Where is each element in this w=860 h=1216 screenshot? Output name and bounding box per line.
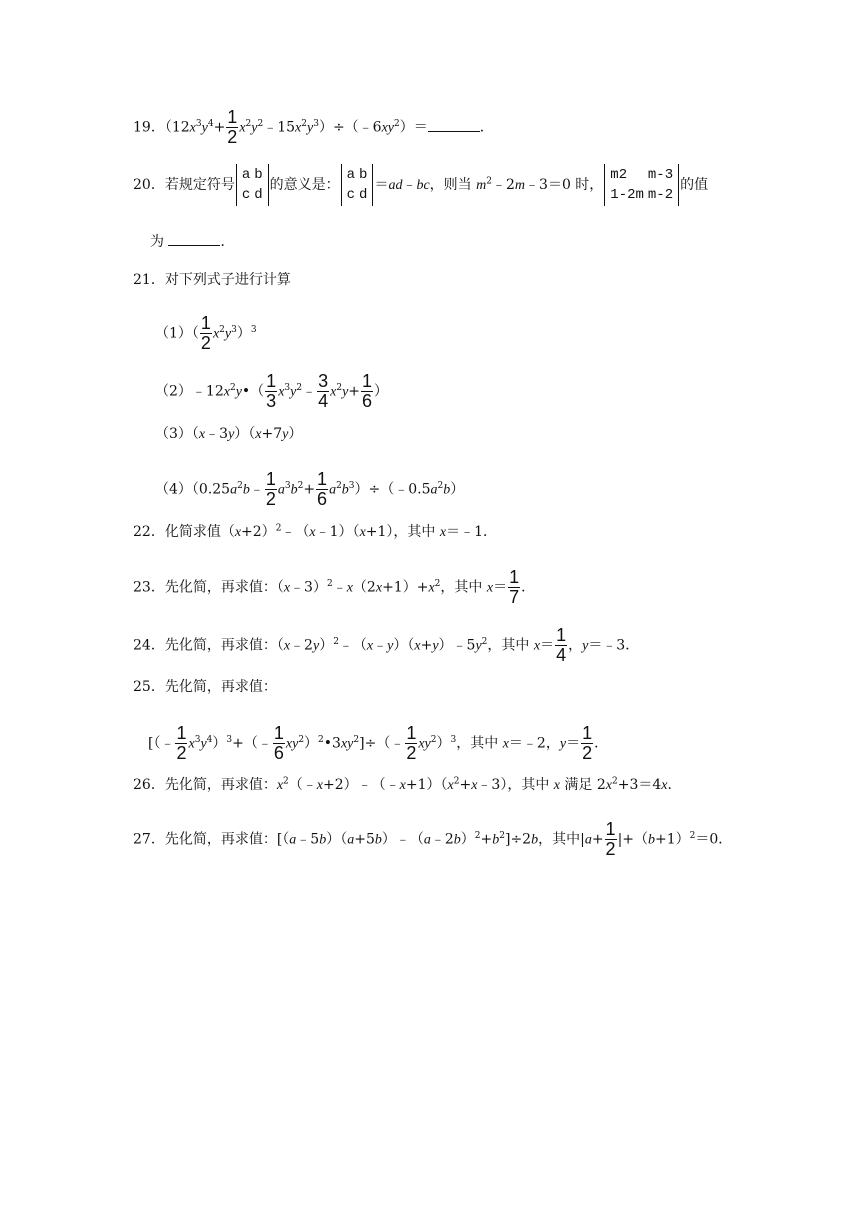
math-variable: x: [428, 580, 435, 596]
math-variable: x: [605, 778, 613, 793]
math-text: ﹣1）（: [315, 524, 360, 540]
exponent: 2: [437, 480, 444, 491]
exponent: 2: [336, 480, 342, 491]
math-text: 对下列式子进行计算: [164, 272, 291, 288]
math-text: ＝﹣2，: [508, 735, 560, 752]
exponent: 3: [450, 734, 457, 745]
math-variable: b: [648, 832, 656, 848]
math-text: ]÷（﹣: [359, 735, 405, 752]
math-text: ）: [319, 637, 334, 654]
math-text: ）﹣5: [438, 637, 476, 654]
math-variable: y: [235, 384, 242, 400]
math-text: ﹣: [249, 481, 264, 498]
fraction: [200, 314, 212, 353]
math-variable: x: [447, 778, 454, 793]
math-text: ，其中: [440, 579, 487, 596]
question-number: 20．: [133, 177, 165, 193]
fraction: [581, 724, 593, 763]
math-text: ）（: [234, 426, 256, 442]
math-variable: y: [342, 384, 349, 400]
fraction: [555, 626, 567, 665]
answer-blank[interactable]: [168, 233, 220, 246]
math-variable: xy: [340, 736, 354, 752]
math-variable: y: [307, 120, 314, 136]
exponent: 2: [326, 578, 333, 589]
math-variable: a: [230, 482, 238, 498]
fraction-denominator: 2: [176, 743, 187, 763]
math-variable: x: [359, 525, 366, 540]
math-text: 的值: [680, 177, 709, 193]
exponent: 2: [333, 636, 339, 647]
math-text: ）: [288, 426, 303, 442]
math-variable: x: [661, 778, 668, 793]
exponent: 2: [336, 382, 343, 393]
math-text: +2）: [241, 524, 276, 540]
math-text: m-2: [647, 187, 674, 203]
exponent: 2: [219, 324, 225, 335]
math-variable: xy: [418, 736, 431, 752]
question-21-part-4: [155, 470, 464, 509]
math-variable: x: [198, 427, 206, 442]
math-text: ﹣（: [281, 524, 310, 540]
math-text: •（: [241, 383, 265, 400]
math-text: ﹣3）: [290, 579, 327, 596]
fraction-numerator: 1: [200, 313, 211, 333]
math-text: ）: [236, 325, 251, 342]
exponent: 3: [284, 480, 291, 491]
exponent: 2: [434, 578, 441, 589]
math-variable: b: [290, 482, 298, 498]
fraction-numerator: 1: [406, 723, 417, 743]
math-text: +5: [354, 831, 375, 848]
math-variable: y: [312, 638, 320, 654]
math-text: +: [591, 831, 604, 848]
math-text: ﹣3: [205, 426, 229, 442]
fraction: [316, 470, 328, 509]
fraction-denominator: 2: [200, 333, 211, 353]
fraction-denominator: 2: [605, 839, 616, 859]
math-text: （3）（: [155, 426, 199, 442]
exponent: 2: [689, 830, 696, 841]
math-variable: x: [414, 638, 421, 654]
math-variable: y: [475, 638, 482, 654]
math-variable: x: [234, 525, 242, 540]
math-text: ．: [594, 735, 609, 752]
determinant-symbol: [236, 164, 269, 206]
math-text: ﹣3＝0 时，: [525, 177, 604, 193]
math-variable: xy: [381, 120, 395, 136]
math-text: ，其中|: [538, 831, 585, 848]
math-text: ，其中: [456, 735, 503, 752]
math-text: ＝: [540, 637, 555, 654]
exponent: 2: [612, 776, 618, 787]
question-number: 22．: [133, 524, 165, 540]
question-25-expression: [148, 724, 608, 763]
math-text: [（﹣: [148, 735, 175, 752]
math-text: ﹣2: [491, 177, 515, 193]
exponent: 2: [297, 480, 304, 491]
math-text: +1）: [655, 831, 690, 848]
math-text: ）÷（﹣0.5: [354, 481, 431, 498]
math-text: ＝0．: [695, 831, 733, 848]
math-variable: b: [341, 482, 349, 498]
math-variable: x: [283, 638, 291, 654]
question-number: 24．: [133, 637, 165, 654]
math-text: +2）﹣（﹣: [323, 777, 400, 793]
math-text: b: [359, 167, 368, 183]
math-text: 满足 2: [559, 777, 606, 793]
math-variable: a: [329, 482, 337, 498]
fraction-numerator: 3: [318, 371, 329, 391]
math-variable: y: [432, 638, 439, 654]
math-text: ﹣15: [263, 119, 296, 136]
math-text: 先化简，再求值：[（: [164, 831, 290, 848]
exponent: 3: [195, 118, 202, 129]
math-text: ﹣: [332, 579, 347, 596]
math-text: +1）+: [382, 579, 429, 596]
math-text: ＝: [566, 735, 581, 752]
math-text: +: [420, 637, 433, 654]
math-text: 若规定符号: [164, 177, 235, 193]
math-text: +: [459, 777, 472, 793]
math-text: （1）（: [155, 325, 199, 342]
math-text: （2: [352, 579, 376, 596]
math-text: ﹣2: [290, 637, 313, 654]
math-text: 化简求值（: [164, 524, 235, 540]
question-24: [133, 626, 639, 665]
math-text: ﹣5: [296, 831, 320, 848]
math-text: •3: [323, 735, 341, 752]
math-text: ＝﹣1．: [446, 524, 498, 540]
math-text: ）: [304, 735, 319, 752]
math-text: ．: [220, 234, 235, 250]
exponent: 2: [481, 636, 488, 647]
exponent: 2: [245, 118, 252, 129]
math-text: ．: [479, 119, 494, 136]
math-variable: x: [188, 736, 195, 752]
math-text: ）÷（﹣6: [318, 119, 382, 136]
math-text: +: [303, 481, 316, 498]
math-text: b: [254, 167, 263, 183]
fraction: [265, 470, 277, 509]
question-20: [133, 164, 708, 206]
math-variable: x: [471, 778, 478, 793]
math-text: ）（: [326, 831, 348, 848]
fraction-numerator: 1: [556, 625, 567, 645]
question-number: 19．: [133, 119, 165, 136]
math-text: 1-2m: [610, 187, 644, 203]
question-20-line2: [150, 232, 234, 252]
fraction-numerator: 1: [317, 469, 328, 489]
math-variable: x: [239, 120, 246, 136]
question-number: 21．: [133, 272, 165, 288]
fraction: [265, 372, 277, 411]
math-text: +: [348, 383, 361, 400]
math-variable: b: [374, 832, 382, 848]
determinant-symbol: [341, 164, 374, 206]
exponent: 3: [250, 324, 257, 335]
math-text: ]÷2: [504, 831, 532, 848]
math-variable: x: [366, 638, 374, 654]
math-text: +（﹣: [232, 735, 272, 752]
question-21-part-3: [155, 424, 302, 445]
math-text: ，: [568, 637, 583, 654]
fraction: [508, 568, 520, 607]
exponent: 3: [226, 734, 233, 745]
math-text: ﹣: [302, 383, 317, 400]
fraction-numerator: 1: [265, 469, 276, 489]
math-text: +: [480, 831, 493, 848]
math-variable: x: [276, 778, 284, 793]
math-variable: x: [439, 525, 447, 540]
math-text: ﹣（: [338, 637, 367, 654]
math-text: ＝: [374, 177, 389, 193]
exponent: 3: [348, 480, 355, 491]
math-text: a: [241, 167, 251, 183]
question-22: [133, 522, 497, 543]
math-text: m-3: [647, 167, 674, 183]
question-number: 25．: [133, 679, 165, 695]
exponent: 2: [301, 118, 307, 129]
exponent: 2: [298, 734, 305, 745]
math-variable: y: [559, 736, 567, 752]
math-variable: a: [584, 832, 592, 848]
math-text: ﹣2: [430, 831, 454, 848]
math-variable: y: [200, 736, 207, 752]
math-text: 先化简，再求值：（: [164, 579, 284, 596]
math-variable: a: [423, 832, 431, 848]
math-variable: x: [533, 638, 541, 654]
math-text: ，其中: [487, 637, 534, 654]
determinant-matrix: [604, 164, 679, 206]
question-27: [133, 820, 732, 859]
math-text: ）: [460, 831, 475, 848]
math-variable: m: [476, 178, 487, 193]
math-variable: b: [319, 832, 327, 848]
exponent: 3: [194, 734, 201, 745]
fraction: [175, 724, 187, 763]
fraction-denominator: 6: [317, 489, 328, 509]
math-text: d: [254, 187, 263, 203]
exponent: 2: [453, 776, 460, 787]
fraction-denominator: 4: [556, 645, 567, 665]
question-26: [133, 775, 682, 796]
answer-blank[interactable]: [428, 119, 480, 132]
math-text: ，则当: [429, 177, 477, 193]
question-number: 26．: [133, 777, 165, 793]
fraction: [405, 724, 417, 763]
exponent: 4: [206, 734, 213, 745]
fraction-numerator: 1: [273, 723, 284, 743]
fraction-denominator: 7: [509, 587, 520, 607]
math-text: +3＝4: [617, 777, 662, 793]
math-variable: b: [443, 482, 451, 498]
math-text: ）＝: [399, 119, 428, 136]
question-25: [133, 677, 277, 697]
fraction-denominator: 6: [362, 391, 373, 411]
math-variable: b: [531, 832, 539, 848]
fraction-numerator: 1: [509, 567, 520, 587]
math-text: +1）（: [405, 777, 448, 793]
math-text: （12: [164, 119, 190, 136]
fraction-denominator: 2: [406, 743, 417, 763]
fraction-numerator: 1: [605, 819, 616, 839]
math-text: ．: [521, 579, 536, 596]
fraction: [226, 108, 238, 147]
question-21-part-2: [155, 372, 388, 411]
math-variable: a: [347, 832, 355, 848]
math-variable: x: [295, 120, 302, 136]
exponent: 2: [430, 734, 437, 745]
math-variable: y: [290, 384, 297, 400]
exponent: 3: [313, 118, 319, 129]
math-variable: a: [277, 482, 285, 498]
math-text: c: [346, 187, 356, 203]
exponent: 2: [394, 118, 400, 129]
math-text: ＝﹣3．: [588, 637, 640, 654]
fraction: [273, 724, 285, 763]
math-variable: y: [228, 427, 235, 442]
question-19: [133, 108, 494, 147]
math-text: 先化简，再求值：: [164, 679, 277, 695]
math-variable: y: [201, 120, 208, 136]
math-text: ＝: [493, 579, 508, 596]
math-variable: y: [224, 326, 232, 342]
exponent: 2: [353, 734, 360, 745]
math-variable: x: [212, 326, 220, 342]
exponent: 2: [257, 118, 264, 129]
exponent: 2: [486, 176, 492, 187]
math-variable: x: [502, 736, 509, 752]
math-variable: x: [346, 580, 353, 596]
math-text: 先化简，再求值：（: [164, 637, 284, 654]
math-text: d: [359, 187, 368, 203]
fraction-numerator: 1: [227, 107, 238, 127]
math-text: （﹣: [288, 777, 317, 793]
math-variable: x: [486, 580, 494, 596]
math-text: （4）（0.25: [155, 481, 231, 498]
exponent: 2: [318, 734, 324, 745]
exponent: 2: [474, 830, 481, 841]
fraction: [361, 372, 373, 411]
exponent: 2: [275, 523, 282, 534]
math-text: |+（: [617, 831, 649, 848]
question-number: 23．: [133, 579, 165, 596]
math-variable: b: [492, 832, 500, 848]
fraction-denominator: 4: [318, 391, 329, 411]
math-variable: y: [582, 638, 589, 654]
math-variable: x: [316, 778, 323, 793]
math-variable: x: [399, 778, 406, 793]
math-text: ．: [667, 777, 682, 793]
question-23: [133, 568, 535, 607]
math-text: ）: [436, 735, 451, 752]
math-text: ）: [450, 481, 465, 498]
math-text: a: [346, 167, 356, 183]
math-variable: x: [278, 384, 285, 400]
math-variable: x: [330, 384, 337, 400]
exponent: 2: [229, 382, 236, 393]
math-variable: x: [283, 580, 291, 596]
exponent: 3: [284, 382, 291, 393]
question-21: [133, 270, 291, 290]
fraction-denominator: 2: [227, 127, 238, 147]
math-variable: m: [514, 178, 526, 193]
math-text: +1），其中: [365, 524, 440, 540]
math-text: ﹣: [373, 637, 388, 654]
math-text: ）: [212, 735, 227, 752]
math-text: ﹣: [402, 177, 417, 193]
math-variable: x: [309, 525, 316, 540]
math-text: ﹣3），其中: [477, 777, 554, 793]
math-variable: bc: [416, 178, 430, 193]
exponent: 2: [296, 382, 303, 393]
math-variable: b: [453, 832, 461, 848]
math-text: c: [241, 187, 251, 203]
math-text: 先化简，再求值：: [164, 777, 277, 793]
exponent: 4: [207, 118, 214, 129]
math-variable: y: [251, 120, 258, 136]
math-variable: xy: [285, 736, 299, 752]
math-variable: y: [282, 427, 289, 442]
math-text: ）: [374, 383, 389, 400]
math-text: m2: [610, 167, 628, 183]
math-variable: a: [289, 832, 297, 848]
math-text: ）﹣（: [381, 831, 424, 848]
question-number: 27．: [133, 831, 165, 848]
math-text: +7: [261, 426, 283, 442]
math-text: +: [213, 119, 226, 136]
math-variable: y: [387, 638, 394, 654]
exponent: 2: [237, 480, 243, 491]
math-text: ）（: [393, 637, 415, 654]
exponent: 3: [231, 324, 237, 335]
math-variable: x: [255, 427, 262, 442]
exponent: 2: [499, 830, 505, 841]
math-variable: b: [242, 482, 250, 498]
exponent: 2: [283, 776, 289, 787]
math-variable: x: [189, 120, 196, 136]
fraction-numerator: 1: [362, 371, 373, 391]
math-text: （2）﹣12: [155, 383, 224, 400]
fraction-denominator: 6: [273, 743, 284, 763]
fraction: [317, 372, 329, 411]
question-21-part-1: [155, 314, 257, 353]
fraction-denominator: 3: [266, 391, 277, 411]
fraction-denominator: 2: [582, 743, 593, 763]
fraction-numerator: 1: [266, 371, 277, 391]
math-variable: x: [375, 580, 383, 596]
fraction-numerator: 1: [582, 723, 593, 743]
math-variable: x: [553, 778, 560, 793]
math-text: 为: [150, 234, 169, 250]
math-variable: ad: [388, 178, 403, 193]
math-variable: a: [430, 482, 438, 498]
fraction-numerator: 1: [176, 723, 187, 743]
fraction: [605, 820, 617, 859]
fraction-denominator: 2: [265, 489, 276, 509]
math-text: 的意义是：: [269, 177, 340, 193]
math-variable: x: [223, 384, 230, 400]
